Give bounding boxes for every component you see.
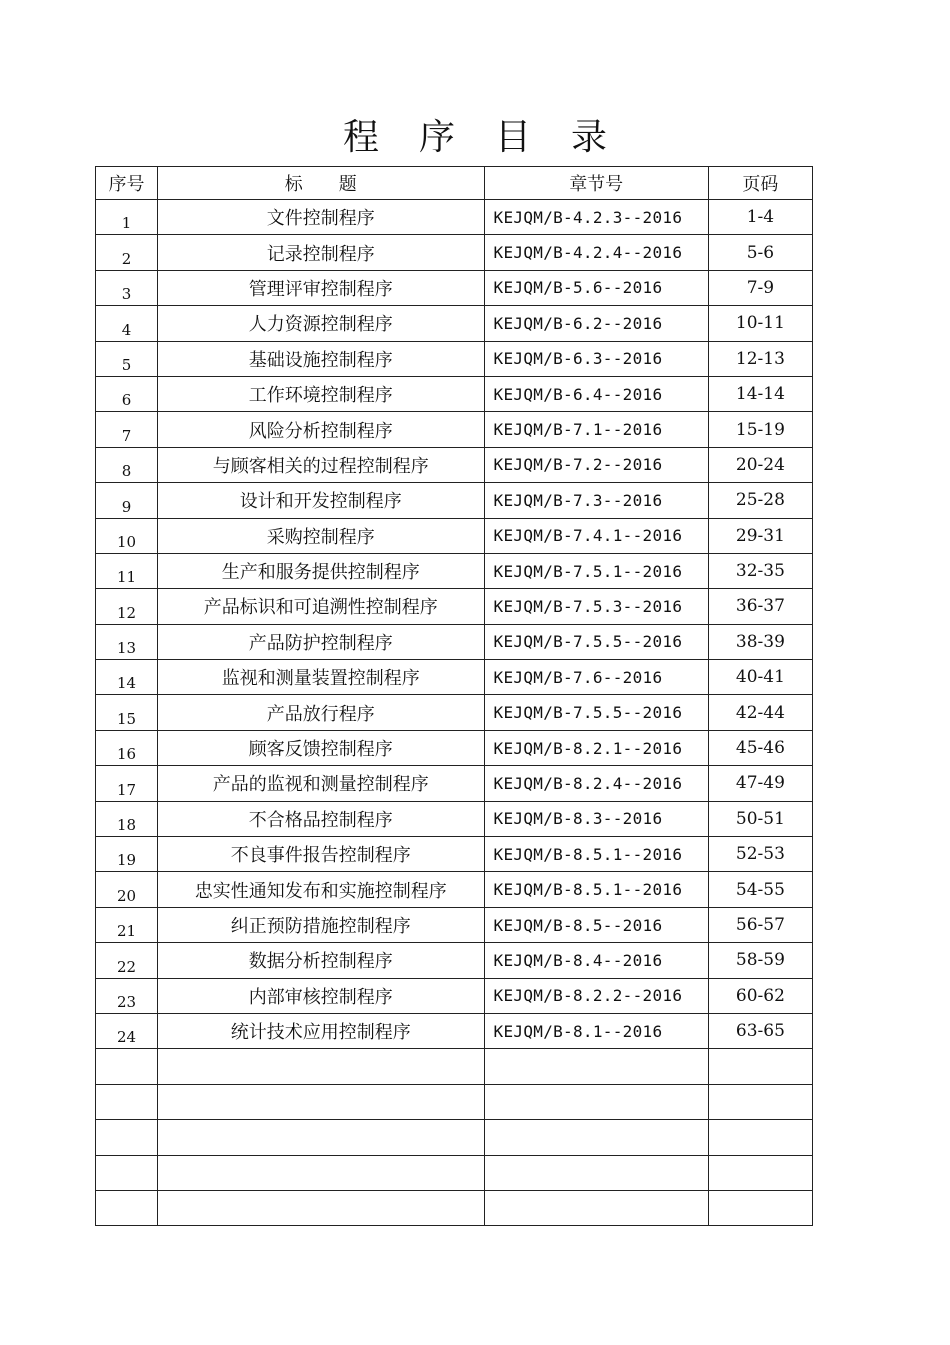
page-title-char: 录 (570, 117, 607, 158)
table-row (96, 200, 813, 235)
empty-table-row (96, 1120, 813, 1155)
empty-cell (484, 1155, 708, 1190)
row-section: KEJQM/B-6.4--2016 (484, 376, 708, 411)
row-number: 23 (96, 978, 158, 1013)
row-pages: 42-44 (708, 695, 812, 730)
empty-table-row (96, 1084, 813, 1119)
row-pages: 54-55 (708, 872, 812, 907)
row-title: 不合格品控制程序 (158, 801, 484, 836)
table-row (96, 801, 813, 836)
row-title: 记录控制程序 (158, 235, 484, 270)
empty-table-row (96, 1190, 813, 1225)
empty-cell (484, 1049, 708, 1084)
row-section: KEJQM/B-8.2.4--2016 (484, 766, 708, 801)
row-pages: 10-11 (708, 306, 812, 341)
row-pages: 29-31 (708, 518, 812, 553)
row-pages: 52-53 (708, 837, 812, 872)
row-number: 5 (96, 341, 158, 376)
row-pages: 12-13 (708, 341, 812, 376)
row-section: KEJQM/B-8.5.1--2016 (484, 872, 708, 907)
empty-cell (96, 1049, 158, 1084)
empty-cell (708, 1049, 812, 1084)
row-section: KEJQM/B-7.3--2016 (484, 483, 708, 518)
row-number: 13 (96, 624, 158, 659)
empty-cell (708, 1120, 812, 1155)
table-row (96, 518, 813, 553)
row-title: 与顾客相关的过程控制程序 (158, 447, 484, 482)
page-title (0, 112, 950, 164)
row-title: 产品标识和可追溯性控制程序 (158, 589, 484, 624)
empty-cell (158, 1190, 484, 1225)
row-number: 10 (96, 518, 158, 553)
row-section: KEJQM/B-8.2.2--2016 (484, 978, 708, 1013)
table-row (96, 943, 813, 978)
row-pages: 36-37 (708, 589, 812, 624)
table-row (96, 235, 813, 270)
table-row (96, 978, 813, 1013)
page-title-char: 程 (342, 117, 379, 158)
row-pages: 58-59 (708, 943, 812, 978)
row-section: KEJQM/B-5.6--2016 (484, 270, 708, 305)
row-title: 忠实性通知发布和实施控制程序 (158, 872, 484, 907)
table-row (96, 660, 813, 695)
row-number: 9 (96, 483, 158, 518)
row-title: 监视和测量装置控制程序 (158, 660, 484, 695)
empty-table-row (96, 1155, 813, 1190)
row-pages: 32-35 (708, 553, 812, 588)
row-pages: 47-49 (708, 766, 812, 801)
empty-cell (708, 1190, 812, 1225)
empty-cell (96, 1155, 158, 1190)
row-pages: 60-62 (708, 978, 812, 1013)
row-title: 产品放行程序 (158, 695, 484, 730)
row-title: 管理评审控制程序 (158, 270, 484, 305)
table-row (96, 624, 813, 659)
row-title: 工作环境控制程序 (158, 376, 484, 411)
row-number: 3 (96, 270, 158, 305)
header-title: 标 题 (158, 167, 484, 200)
page-title-char: 序 (418, 117, 455, 158)
row-number: 18 (96, 801, 158, 836)
row-section: KEJQM/B-7.1--2016 (484, 412, 708, 447)
row-number: 2 (96, 235, 158, 270)
empty-cell (158, 1084, 484, 1119)
table-row (96, 589, 813, 624)
row-number: 15 (96, 695, 158, 730)
row-title: 设计和开发控制程序 (158, 483, 484, 518)
row-number: 8 (96, 447, 158, 482)
row-title: 采购控制程序 (158, 518, 484, 553)
row-section: KEJQM/B-6.3--2016 (484, 341, 708, 376)
row-number: 20 (96, 872, 158, 907)
empty-cell (708, 1155, 812, 1190)
table-header-row (96, 167, 813, 200)
row-section: KEJQM/B-7.5.5--2016 (484, 695, 708, 730)
empty-cell (96, 1120, 158, 1155)
row-title: 风险分析控制程序 (158, 412, 484, 447)
row-pages: 25-28 (708, 483, 812, 518)
table-row (96, 837, 813, 872)
row-number: 14 (96, 660, 158, 695)
empty-cell (96, 1190, 158, 1225)
row-pages: 45-46 (708, 730, 812, 765)
table-row (96, 447, 813, 482)
row-section: KEJQM/B-8.4--2016 (484, 943, 708, 978)
empty-cell (484, 1190, 708, 1225)
toc-table (95, 166, 813, 1226)
row-number: 17 (96, 766, 158, 801)
row-pages: 7-9 (708, 270, 812, 305)
row-pages: 40-41 (708, 660, 812, 695)
empty-cell (484, 1084, 708, 1119)
row-title: 生产和服务提供控制程序 (158, 553, 484, 588)
row-section: KEJQM/B-8.5--2016 (484, 907, 708, 942)
row-pages: 50-51 (708, 801, 812, 836)
row-title: 产品防护控制程序 (158, 624, 484, 659)
table-row (96, 306, 813, 341)
table-row (96, 907, 813, 942)
row-number: 21 (96, 907, 158, 942)
row-number: 1 (96, 200, 158, 235)
row-section: KEJQM/B-7.4.1--2016 (484, 518, 708, 553)
row-title: 产品的监视和测量控制程序 (158, 766, 484, 801)
header-no: 序号 (96, 167, 158, 200)
row-section: KEJQM/B-8.2.1--2016 (484, 730, 708, 765)
table-row (96, 341, 813, 376)
row-title: 文件控制程序 (158, 200, 484, 235)
row-number: 4 (96, 306, 158, 341)
row-number: 11 (96, 553, 158, 588)
table-body (96, 200, 813, 1226)
row-title: 内部审核控制程序 (158, 978, 484, 1013)
row-pages: 15-19 (708, 412, 812, 447)
empty-cell (96, 1084, 158, 1119)
row-section: KEJQM/B-8.5.1--2016 (484, 837, 708, 872)
header-section: 章节号 (484, 167, 708, 200)
row-title: 数据分析控制程序 (158, 943, 484, 978)
row-number: 7 (96, 412, 158, 447)
row-pages: 38-39 (708, 624, 812, 659)
table-row (96, 766, 813, 801)
row-pages: 20-24 (708, 447, 812, 482)
page-title-char: 目 (494, 117, 531, 158)
table-row (96, 730, 813, 765)
row-title: 纠正预防措施控制程序 (158, 907, 484, 942)
table-row (96, 695, 813, 730)
empty-cell (708, 1084, 812, 1119)
row-pages: 56-57 (708, 907, 812, 942)
row-pages: 14-14 (708, 376, 812, 411)
row-section: KEJQM/B-7.2--2016 (484, 447, 708, 482)
empty-cell (158, 1155, 484, 1190)
empty-table-row (96, 1049, 813, 1084)
empty-cell (158, 1120, 484, 1155)
row-section: KEJQM/B-6.2--2016 (484, 306, 708, 341)
row-pages: 5-6 (708, 235, 812, 270)
row-number: 24 (96, 1013, 158, 1048)
row-title: 人力资源控制程序 (158, 306, 484, 341)
row-number: 12 (96, 589, 158, 624)
row-number: 22 (96, 943, 158, 978)
row-pages: 63-65 (708, 1013, 812, 1048)
row-section: KEJQM/B-8.3--2016 (484, 801, 708, 836)
row-section: KEJQM/B-4.2.3--2016 (484, 200, 708, 235)
empty-cell (484, 1120, 708, 1155)
row-title: 不良事件报告控制程序 (158, 837, 484, 872)
row-section: KEJQM/B-7.5.3--2016 (484, 589, 708, 624)
table-row (96, 1013, 813, 1048)
row-number: 19 (96, 837, 158, 872)
row-pages: 1-4 (708, 200, 812, 235)
empty-cell (158, 1049, 484, 1084)
row-section: KEJQM/B-7.5.5--2016 (484, 624, 708, 659)
table-row (96, 872, 813, 907)
table-row (96, 553, 813, 588)
table-row (96, 412, 813, 447)
table-row (96, 376, 813, 411)
table-row (96, 270, 813, 305)
table-row (96, 483, 813, 518)
row-title: 统计技术应用控制程序 (158, 1013, 484, 1048)
row-section: KEJQM/B-7.6--2016 (484, 660, 708, 695)
row-number: 16 (96, 730, 158, 765)
row-number: 6 (96, 376, 158, 411)
row-section: KEJQM/B-8.1--2016 (484, 1013, 708, 1048)
row-title: 顾客反馈控制程序 (158, 730, 484, 765)
row-section: KEJQM/B-7.5.1--2016 (484, 553, 708, 588)
row-title: 基础设施控制程序 (158, 341, 484, 376)
row-section: KEJQM/B-4.2.4--2016 (484, 235, 708, 270)
header-pages: 页码 (708, 167, 812, 200)
